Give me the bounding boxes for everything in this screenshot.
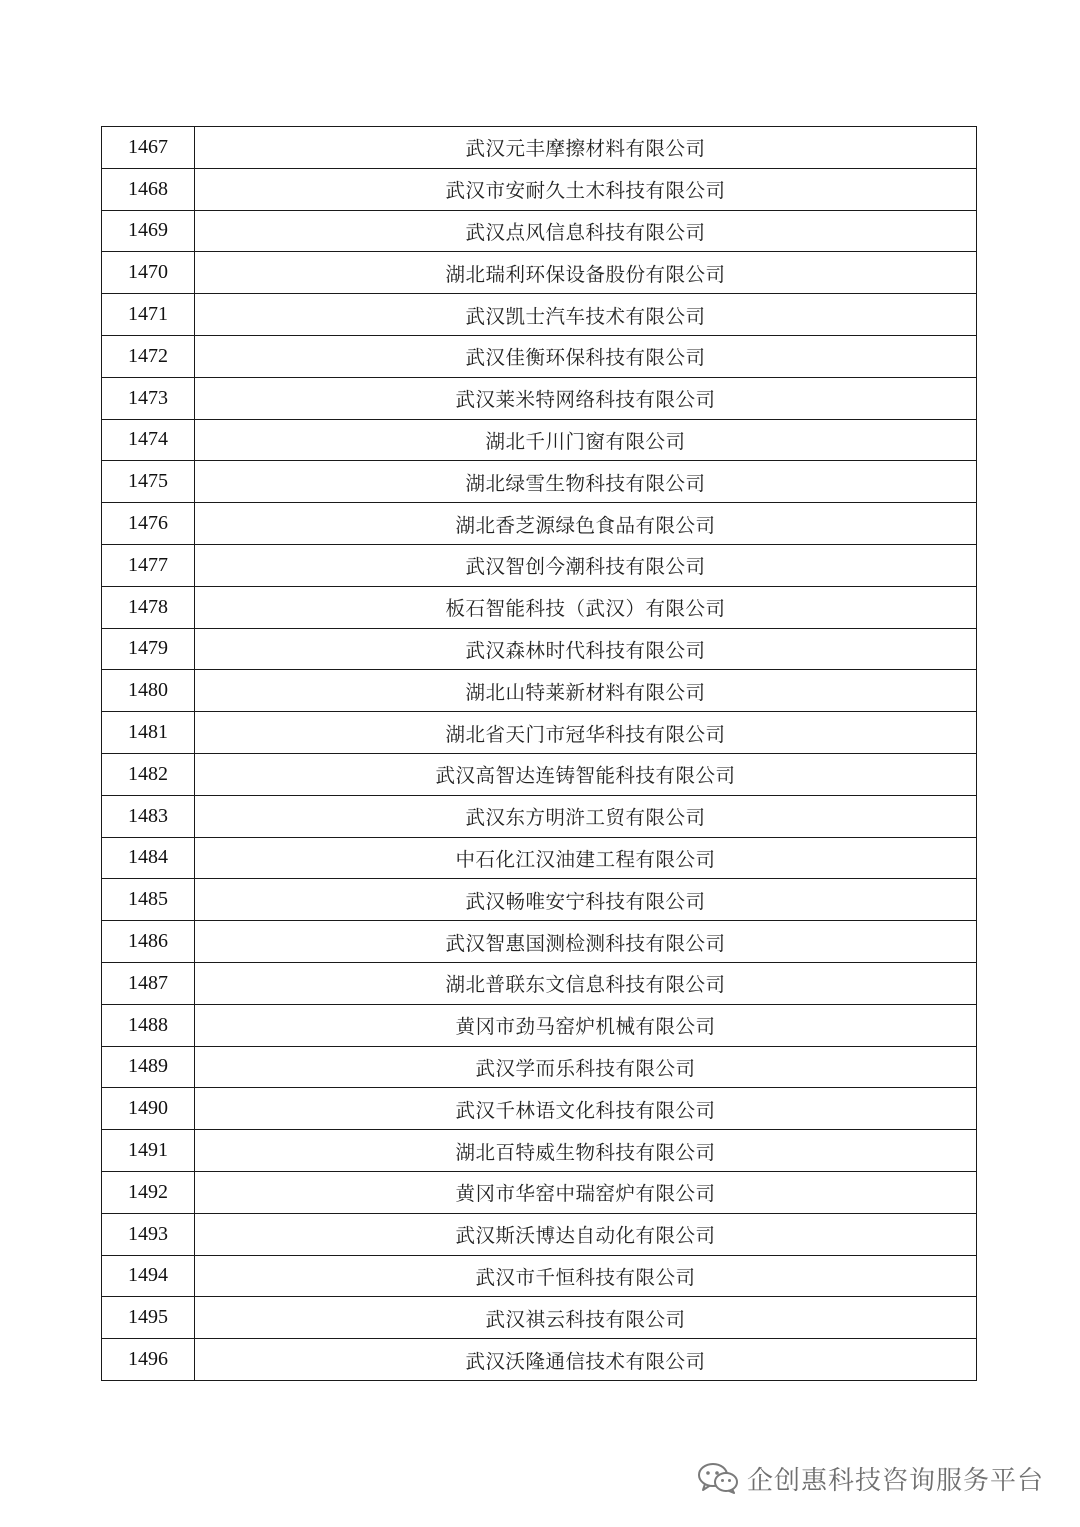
table-row [102, 962, 977, 1004]
company-name: 武汉斯沃博达自动化有限公司 [195, 1213, 977, 1255]
company-name: 黄冈市劲马窑炉机械有限公司 [195, 1004, 977, 1046]
row-number: 1484 [102, 837, 195, 879]
company-name: 湖北省天门市冠华科技有限公司 [195, 712, 977, 754]
company-list-body [102, 127, 977, 1381]
row-number: 1474 [102, 419, 195, 461]
wechat-icon [697, 1462, 739, 1494]
table-row [102, 628, 977, 670]
table-row [102, 168, 977, 210]
company-name: 湖北瑞利环保设备股份有限公司 [195, 252, 977, 294]
company-name: 黄冈市华窑中瑞窑炉有限公司 [195, 1171, 977, 1213]
company-name: 武汉佳衡环保科技有限公司 [195, 335, 977, 377]
row-number: 1482 [102, 753, 195, 795]
company-name: 板石智能科技（武汉）有限公司 [195, 586, 977, 628]
table-row [102, 419, 977, 461]
row-number: 1483 [102, 795, 195, 837]
row-number: 1491 [102, 1130, 195, 1172]
table-row [102, 1046, 977, 1088]
company-name: 武汉市安耐久土木科技有限公司 [195, 168, 977, 210]
company-name: 武汉学而乐科技有限公司 [195, 1046, 977, 1088]
table-row [102, 753, 977, 795]
company-name: 武汉畅唯安宁科技有限公司 [195, 879, 977, 921]
row-number: 1467 [102, 127, 195, 169]
row-number: 1477 [102, 544, 195, 586]
table-row [102, 1339, 977, 1381]
table-row [102, 503, 977, 545]
company-name: 湖北普联东文信息科技有限公司 [195, 962, 977, 1004]
company-name: 中石化江汉油建工程有限公司 [195, 837, 977, 879]
row-number: 1495 [102, 1297, 195, 1339]
table-row [102, 670, 977, 712]
row-number: 1488 [102, 1004, 195, 1046]
row-number: 1479 [102, 628, 195, 670]
company-name: 湖北香芝源绿色食品有限公司 [195, 503, 977, 545]
table-row [102, 586, 977, 628]
table-row [102, 795, 977, 837]
row-number: 1476 [102, 503, 195, 545]
company-name: 武汉市千恒科技有限公司 [195, 1255, 977, 1297]
company-name: 武汉千林语文化科技有限公司 [195, 1088, 977, 1130]
row-number: 1470 [102, 252, 195, 294]
company-name: 武汉智惠国测检测科技有限公司 [195, 921, 977, 963]
table-row [102, 879, 977, 921]
table-row [102, 1088, 977, 1130]
company-name: 武汉高智达连铸智能科技有限公司 [195, 753, 977, 795]
row-number: 1480 [102, 670, 195, 712]
company-name: 武汉智创今潮科技有限公司 [195, 544, 977, 586]
row-number: 1496 [102, 1339, 195, 1381]
row-number: 1486 [102, 921, 195, 963]
row-number: 1493 [102, 1213, 195, 1255]
row-number: 1492 [102, 1171, 195, 1213]
company-list-table [101, 126, 977, 1381]
table-row [102, 127, 977, 169]
table-row [102, 461, 977, 503]
row-number: 1475 [102, 461, 195, 503]
table-row [102, 1213, 977, 1255]
row-number: 1471 [102, 294, 195, 336]
table-row [102, 1255, 977, 1297]
watermark-text: 企创惠科技咨询服务平台 [746, 1465, 1044, 1496]
table-row [102, 1297, 977, 1339]
row-number: 1481 [102, 712, 195, 754]
company-name: 武汉祺云科技有限公司 [195, 1297, 977, 1339]
table-row [102, 1004, 977, 1046]
row-number: 1494 [102, 1255, 195, 1297]
table-row [102, 712, 977, 754]
row-number: 1490 [102, 1088, 195, 1130]
company-name: 湖北山特莱新材料有限公司 [195, 670, 977, 712]
company-name: 湖北绿雪生物科技有限公司 [195, 461, 977, 503]
company-name: 湖北百特威生物科技有限公司 [195, 1130, 977, 1172]
row-number: 1473 [102, 377, 195, 419]
company-name: 武汉凯士汽车技术有限公司 [195, 294, 977, 336]
company-name: 武汉莱米特网络科技有限公司 [195, 377, 977, 419]
table-row [102, 335, 977, 377]
table-row [102, 294, 977, 336]
table-row [102, 1130, 977, 1172]
row-number: 1472 [102, 335, 195, 377]
table-row [102, 377, 977, 419]
table-row [102, 837, 977, 879]
table-row [102, 921, 977, 963]
row-number: 1468 [102, 168, 195, 210]
row-number: 1469 [102, 210, 195, 252]
row-number: 1478 [102, 586, 195, 628]
table-row [102, 544, 977, 586]
row-number: 1485 [102, 879, 195, 921]
table-row [102, 252, 977, 294]
watermark [697, 1458, 1044, 1498]
company-name: 武汉东方明浒工贸有限公司 [195, 795, 977, 837]
table-row [102, 1171, 977, 1213]
row-number: 1489 [102, 1046, 195, 1088]
company-name: 湖北千川门窗有限公司 [195, 419, 977, 461]
company-name: 武汉元丰摩擦材料有限公司 [195, 127, 977, 169]
company-name: 武汉点风信息科技有限公司 [195, 210, 977, 252]
row-number: 1487 [102, 962, 195, 1004]
table-row [102, 210, 977, 252]
company-name: 武汉森林时代科技有限公司 [195, 628, 977, 670]
company-name: 武汉沃隆通信技术有限公司 [195, 1339, 977, 1381]
